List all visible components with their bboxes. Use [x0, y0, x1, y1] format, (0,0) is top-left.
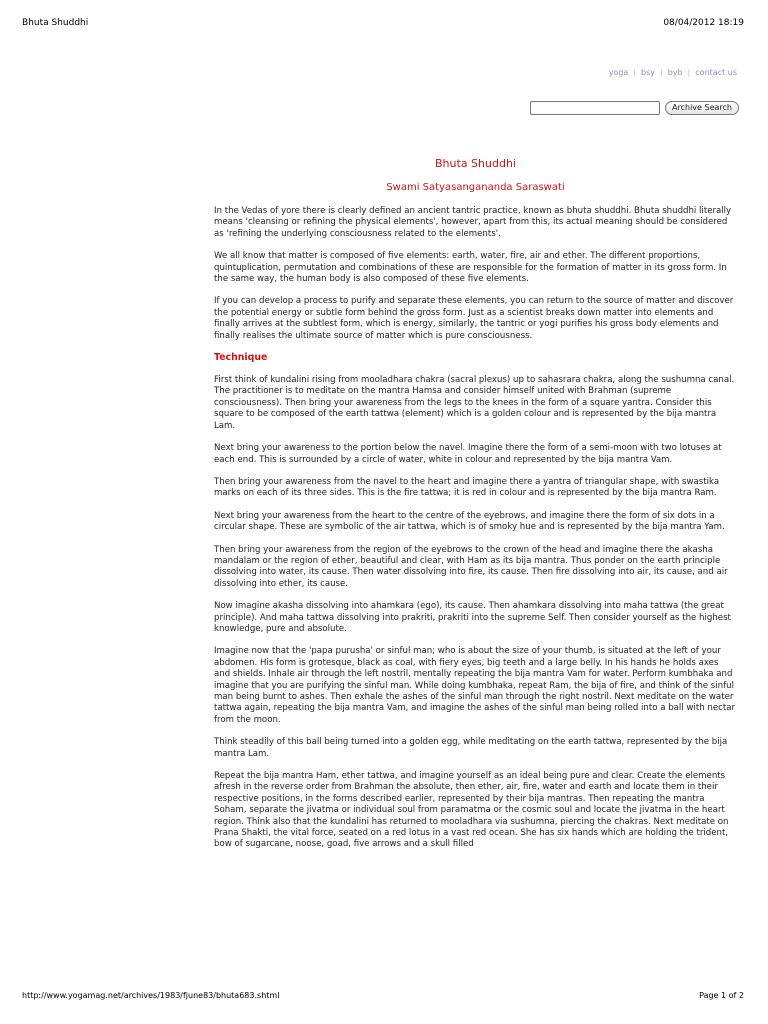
print-header	[22, 18, 744, 32]
article-body	[214, 206, 737, 851]
section-heading-technique: Technique	[214, 352, 268, 364]
article-paragraph: Imagine now that the 'papa purusha' or sinful man; who is about the size of your thumb, is situated at the left of your abdomen. His form is grotesque, black as coal, with fiery eyes, big teeth and a large belly. In his hands he holds axes and shields. Inhale air through the left nostril, mentally repeating the bija mantra Vam for water. Perform kumbhaka and imagine that you are purifying the sinful man. While doing kumbhaka, repeat Ram, the bija of fire, and think of the sinful man being burnt to ashes. Then exhale the ashes of the sinful man through the right nostril. Next meditate on the water tattwa again, repeating the bija mantra Vam, and imagine the ashes of the sinful man being rolled into a ball with nectar from the moon.	[214, 646, 736, 725]
nav-separator: |	[659, 68, 663, 77]
print-footer-url: http://www.yogamag.net/archives/1983/fjune83/bhuta683.shtml	[22, 991, 280, 1000]
print-footer	[22, 991, 744, 1005]
article-paragraph: Repeat the bija mantra Ham, ether tattwa, and imagine yourself as an ideal being pure and clear. Create the elements afresh in the reverse order from Brahman the absolute, then ether, air, fire, water and earth and locate them in their respective positions, in the forms described earlier, represented by their bija mantras. Then repeating the mantra Soham, separate the jivatma or individual soul from paramatma or the cosmic soul and locate the jivatma in the heart region. Think also that the kundalini has returned to mooladhara via sushumna, piercing the chakras. Next meditate on Prana Shakti, the vital force, seated on a red lotus in a vast red ocean. She has six hands which are holding the trident, bow of sugarcane, noose, goad, five arrows and a skull filled	[214, 771, 729, 850]
nav-link-byb[interactable]: byb	[667, 68, 683, 77]
article-paragraph: Next bring your awareness from the heart to the centre of the eyebrows, and imagine there the form of six dots in a circular shape. These are symbolic of the air tattwa, which is of smoky hue and is represented by the bija mantra Yam.	[214, 510, 725, 533]
nav-link-yoga[interactable]: yoga	[608, 68, 629, 77]
article-paragraph: Think steadily of this ball being turned into a golden egg, while meditating on the earth tattwa, represented by the bija mantra Lam.	[214, 737, 728, 759]
print-footer-page-indicator: Page 1 of 2	[699, 991, 744, 1000]
archive-search-button[interactable]: Archive Search	[665, 101, 739, 115]
article-paragraph: Now imagine akasha dissolving into ahamkara (ego), its cause. Then ahamkara dissolving into maha tattwa (the great principle). And maha tattwa dissolving into prakriti, prakriti into the supreme Self. Then consider yourself as the highest knowledge, pure and absolute.	[214, 601, 731, 634]
article-paragraph: Then bring your awareness from the navel to the heart and imagine there a yantra of triangular shape, with swastika marks on each of its three sides. This is the fire tattwa; it is red in colour and is represented by the bija mantra Ram.	[214, 476, 720, 499]
article-title: Bhuta Shuddhi	[435, 157, 516, 170]
article-paragraph: Next bring your awareness to the portion below the navel. Imagine there the form of a semi-moon with two lotuses at each end. This is surrounded by a circle of water, white in colour and represented by the bija mantra Vam.	[214, 443, 722, 465]
nav-link-contact-us[interactable]: contact us	[695, 68, 737, 77]
article-paragraph: We all know that matter is composed of five elements: earth, water, fire, air and ether. The different proportions, quintuplication, permutation and combinations of these are responsible for the formation of matter in its gross form. In the same way, the human body is also composed of these five elements.	[214, 251, 727, 285]
article-paragraph: Then bring your awareness from the region of the eyebrows to the crown of the head and imagine there the akasha mandalam or the region of ether, beautiful and clear, with Ham as its bija mantra. Thus ponder on the earth principle dissolving into water, its cause. Then water dissolving into fire, its cause. Then fire dissolving into air, its cause, and air dissolving into ether, its cause.	[214, 544, 728, 589]
nav-link-bsy[interactable]: bsy	[641, 68, 655, 77]
nav-separator: |	[633, 68, 636, 77]
archive-search-form	[530, 100, 739, 116]
print-header-title: Bhuta Shuddhi	[22, 18, 89, 28]
nav-separator: |	[687, 68, 691, 77]
article-paragraph: In the Vedas of yore there is clearly defined an ancient tantric practice, known as bhuta shuddhi. Bhuta shuddhi literally means 'cleansing or refining the physical elements', however, apart from this, its actual meaning should be considered as 'refining the underlying consciousness related to the elements'.	[214, 206, 732, 239]
article-author: Swami Satyasangananda Saraswati	[386, 182, 565, 193]
article-paragraph: First think of kundalini rising from mooladhara chakra (sacral plexus) up to sahasrara chakra, along the sushumna canal. The practitioner is to meditate on the mantra Hamsa and consider himself united with Brahman (supreme consciousness). Then bring your awareness from the legs to the knees in the form of a square yantra. Consider this square to be composed of the earth tattwa (element) which is a golden colour and is represented by the bija mantra Lam.	[214, 375, 735, 431]
archive-search-input[interactable]	[530, 101, 660, 115]
article-paragraph: If you can develop a process to purify and separate these elements, you can return to the source of matter and discover the potential energy or subtle form behind the gross form. Just as a scientist breaks down matter into elements and finally arrives at the subtlest form, which is energy, similarly, the tantric or yogi purifies his gross body elements and finally realises the ultimate source of matter which is pure consciousness.	[214, 296, 734, 341]
article	[214, 155, 737, 862]
print-header-datetime: 08/04/2012 18:19	[663, 18, 744, 28]
top-navigation	[609, 68, 737, 77]
